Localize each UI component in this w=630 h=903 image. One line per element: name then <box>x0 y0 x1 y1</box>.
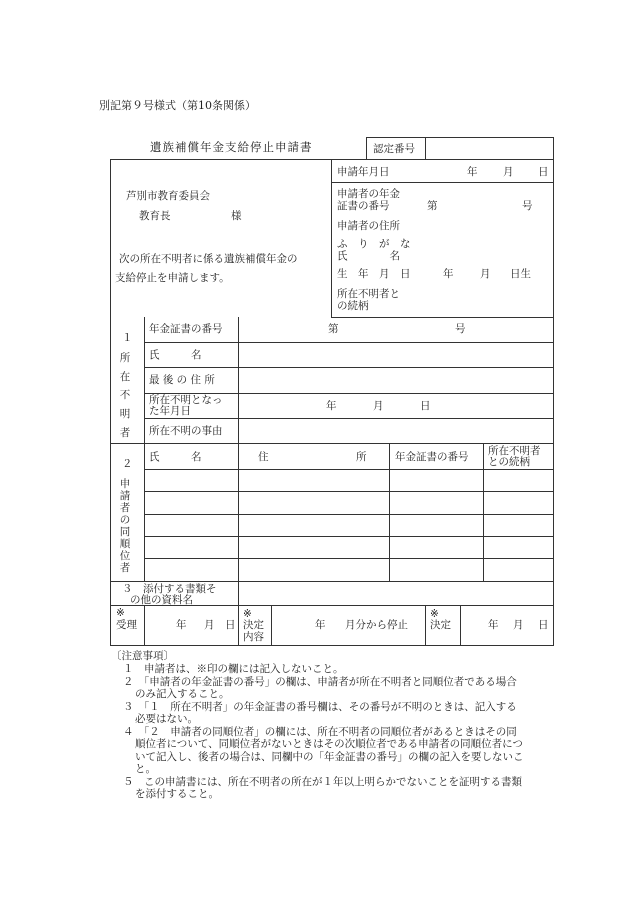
decision-day: 日 <box>538 619 549 631</box>
note-5-line2: を添付すること。 <box>135 788 219 800</box>
applicant-relation-label-2: の続柄 <box>337 300 369 312</box>
stop-text: 月分から停止 <box>345 619 408 631</box>
applicant-cert-dai: 第 <box>427 200 438 212</box>
application-date-label: 申請年月日 <box>337 166 390 178</box>
decision-content-label-1: 決定 <box>243 619 264 631</box>
section2-vertical-label: 申 請 者 の 同 順 位 者 <box>119 478 131 575</box>
missing-date-label-1: 所在不明となっ <box>149 394 223 406</box>
missing-reason-label: 所在不明の事由 <box>149 425 223 437</box>
request-text-line1: 次の所在不明者に係る遺族補償年金の <box>119 253 298 265</box>
col-relation-header-2: との続柄 <box>488 456 530 468</box>
missing-date-day: 日 <box>420 400 431 412</box>
decision-mark: ※ <box>430 608 439 620</box>
applicant-name-label: 氏 名 <box>337 250 400 262</box>
form-style-label: 別記第９号様式（第10条関係） <box>99 99 256 112</box>
decision-month: 月 <box>513 619 524 631</box>
note-2-line1: ２ 「申請者の年金証書の番号」の欄は、申請者が所在不明者と同順位者である場合 <box>123 676 517 688</box>
application-date-year: 年 <box>467 166 478 178</box>
attachments-label-2: の他の資料名 <box>130 594 193 606</box>
received-mark: ※ <box>116 607 125 619</box>
missing-date-year: 年 <box>326 400 337 412</box>
missing-name-label: 氏 名 <box>149 349 202 361</box>
note-3-line2: 必要はない。 <box>135 713 198 725</box>
application-date-month: 月 <box>503 166 514 178</box>
col-name-header: 氏 名 <box>149 451 202 463</box>
attachments-label-1: ３ 添付する書類そ <box>122 583 217 595</box>
applicant-cert-label-2: 証書の番号 <box>337 200 390 212</box>
applicant-birth-day: 日生 <box>510 268 531 280</box>
addressee-org: 芦別市教育委員会 <box>126 190 210 202</box>
applicant-birth-year: 年 <box>443 268 454 280</box>
note-4-line2: 順位者について、同順位者がないときはその次順位者である申請者の同順位者につ <box>135 738 523 750</box>
applicant-birthdate-label: 生 年 月 日 <box>337 268 411 280</box>
note-2-line2: のみ記入すること。 <box>135 688 230 700</box>
missing-cert-go: 号 <box>455 323 466 335</box>
section1-vertical-label: 所 在 不 明 者 <box>119 352 131 439</box>
missing-last-address-label: 最 後 の 住 所 <box>149 374 215 386</box>
received-label: 受理 <box>116 619 137 631</box>
missing-date-month: 月 <box>373 400 384 412</box>
stop-year: 年 <box>315 619 326 631</box>
received-year: 年 <box>176 619 187 631</box>
decision-content-label-2: 内容 <box>243 631 264 643</box>
applicant-birth-month: 月 <box>480 268 491 280</box>
applicant-cert-go: 号 <box>522 200 533 212</box>
document-title: 遺族補償年金支給停止申請書 <box>150 140 313 154</box>
note-4-line1: ４ 「２ 申請者の同順位者」の欄には、所在不明者の同順位者があるときはその同 <box>123 726 517 738</box>
note-4-line4: と。 <box>135 763 156 775</box>
applicant-cert-label-1: 申請者の年金 <box>337 188 400 200</box>
application-date-day: 日 <box>538 166 549 178</box>
addressee-honorific: 様 <box>231 210 242 222</box>
section2-number: ２ <box>122 458 133 470</box>
col-address-header-1: 住 <box>258 451 269 463</box>
applicant-furigana-label: ふ り が な <box>337 238 411 250</box>
certification-number-field[interactable] <box>427 139 551 158</box>
decision-label: 決定 <box>430 619 451 631</box>
col-relation-header-1: 所在不明者 <box>488 445 541 457</box>
applicant-relation-label-1: 所在不明者と <box>337 288 400 300</box>
request-text-line2: 支給停止を申請します。 <box>115 272 230 284</box>
addressee-head: 教育長 <box>139 210 171 222</box>
notes-heading: 〔注意事項〕 <box>111 650 174 662</box>
note-1: １ 申請者は、※印の欄には記入しないこと。 <box>123 663 344 675</box>
certification-number-label: 認定番号 <box>373 143 415 155</box>
col-cert-header: 年金証書の番号 <box>395 451 469 463</box>
applicant-address-label: 申請者の住所 <box>337 220 400 232</box>
missing-cert-label: 年金証書の番号 <box>149 323 223 335</box>
decision-content-mark: ※ <box>243 608 252 620</box>
section1-number: １ <box>122 332 133 344</box>
missing-date-label-2: た年月日 <box>149 405 191 417</box>
note-5-line1: ５ この申請書には、所在不明者の所在が１年以上明らかでないことを証明する書類 <box>123 776 522 788</box>
decision-year: 年 <box>488 619 499 631</box>
note-4-line3: いて記入し、後者の場合は、同欄中の「年金証書の番号」の欄の記入を要しないこ <box>135 751 524 763</box>
missing-cert-dai: 第 <box>328 323 339 335</box>
received-month: 月 <box>204 619 215 631</box>
received-day: 日 <box>225 619 236 631</box>
col-address-header-2: 所 <box>356 451 367 463</box>
note-3-line1: ３ 「１ 所在不明者」の年金証書の番号欄は、その番号が不明のときは、記入する <box>123 701 517 713</box>
